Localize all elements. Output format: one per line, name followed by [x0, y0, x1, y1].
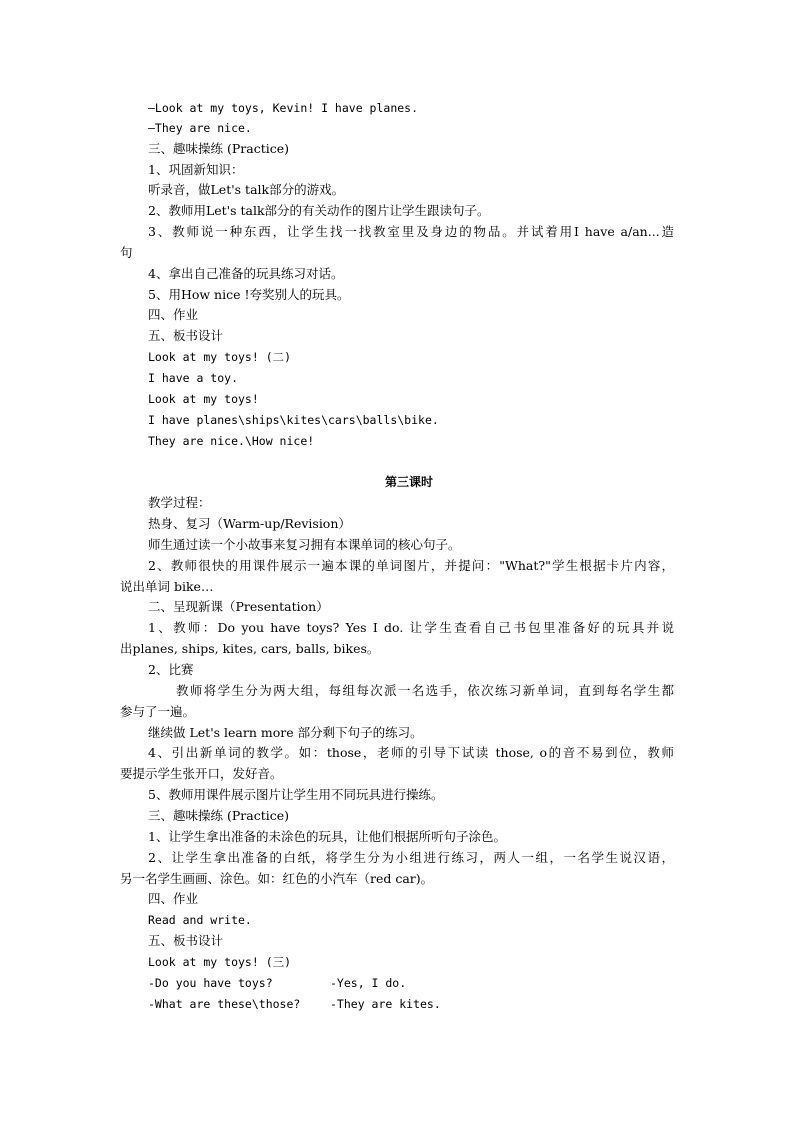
- step-item: 4、引出新单词的教学。如：those，老师的引导下试读 those, o的音不易到位，教师: [148, 745, 674, 760]
- paragraph-continuation: 参与了一遍。: [120, 704, 196, 719]
- step-item: 2、比赛: [148, 662, 194, 677]
- dialogue-line: —Look at my toys, Kevin! I have planes.: [148, 101, 419, 115]
- homework-line: Read and write.: [148, 913, 252, 927]
- section-heading: 五、板书设计: [148, 328, 224, 343]
- section-heading: 教学过程：: [148, 495, 211, 510]
- board-line: I have a toy.: [148, 371, 239, 385]
- step-item: 2、教师用Let's talk部分的有关动作的图片让学生跟读句子。: [148, 203, 490, 218]
- step-item: 5、用How nice !夸奖别人的玩具。: [148, 287, 350, 302]
- step-item: 2、让学生拿出准备的白纸，将学生分为小组进行练习，两人一组，一名学生说汉语，: [148, 850, 674, 865]
- step-item: 4、拿出自己准备的玩具练习对话。: [148, 266, 344, 281]
- paragraph: 继续做 Let's learn more 部分剩下句子的练习。: [148, 725, 423, 740]
- paragraph: 师生通过读一个小故事来复习拥有本课单词的核心句子。: [148, 537, 461, 552]
- paragraph-continuation: 说出单词 bike…: [120, 579, 214, 594]
- board-line: I have planes\ships\kites\cars\balls\bike.: [148, 413, 439, 427]
- step-item: 1、教师：Do you have toys? Yes I do. 让学生查看自己书包里准备好的玩具并说: [148, 620, 674, 635]
- board-line: -They are kites.: [330, 997, 441, 1011]
- board-line: -What are these\those?: [148, 997, 301, 1011]
- section-heading: 三、趣味操练 (Practice): [148, 141, 289, 156]
- step-item: 1、让学生拿出准备的未涂色的玩具，让他们根据所听句子涂色。: [148, 829, 506, 844]
- board-line: -Yes, I do.: [330, 976, 407, 990]
- dialogue-line: —They are nice.: [148, 121, 252, 135]
- section-heading: 二、呈现新课（Presentation）: [148, 599, 329, 614]
- board-line: They are nice.\How nice!: [148, 434, 315, 448]
- step-item: 1、巩固新知识：: [148, 162, 244, 177]
- step-item: 5、教师用课件展示图片让学生用不同玩具进行操练。: [148, 787, 444, 802]
- section-heading: 四、作业: [148, 307, 199, 322]
- board-line: Look at my toys!: [148, 392, 259, 406]
- section-heading: 四、作业: [148, 891, 199, 906]
- section-heading: 热身、复习（Warm-up/Revision）: [148, 516, 351, 531]
- paragraph-continuation: 另一名学生画画、涂色。如：红色的小汽车（red car)。: [120, 871, 434, 886]
- paragraph-continuation: 出planes, ships, kites, cars, balls, bikes。: [120, 641, 380, 656]
- board-line: Look at my toys! (三): [148, 955, 292, 969]
- paragraph-continuation: 句: [120, 245, 133, 260]
- section-heading: 三、趣味操练 (Practice): [148, 808, 289, 823]
- board-line: Look at my toys! (二): [148, 350, 292, 364]
- step-item: 3、教师说一种东西，让学生找一找教室里及身边的物品。并试着用I have a/an...造: [148, 224, 674, 239]
- lesson-title: 第三课时: [385, 475, 434, 489]
- paragraph-continuation: 要提示学生张开口，发好音。: [120, 766, 283, 781]
- step-item: 2、教师很快的用课件展示一遍本课的单词图片，并提问："What?"学生根据卡片内容，: [148, 558, 674, 573]
- section-heading: 五、板书设计: [148, 933, 224, 948]
- paragraph: 教师将学生分为两大组，每组每次派一名选手，依次练习新单词，直到每名学生都: [176, 683, 674, 698]
- paragraph: 听录音，做Let's talk部分的游戏。: [148, 182, 345, 197]
- board-line: -Do you have toys?: [148, 976, 273, 990]
